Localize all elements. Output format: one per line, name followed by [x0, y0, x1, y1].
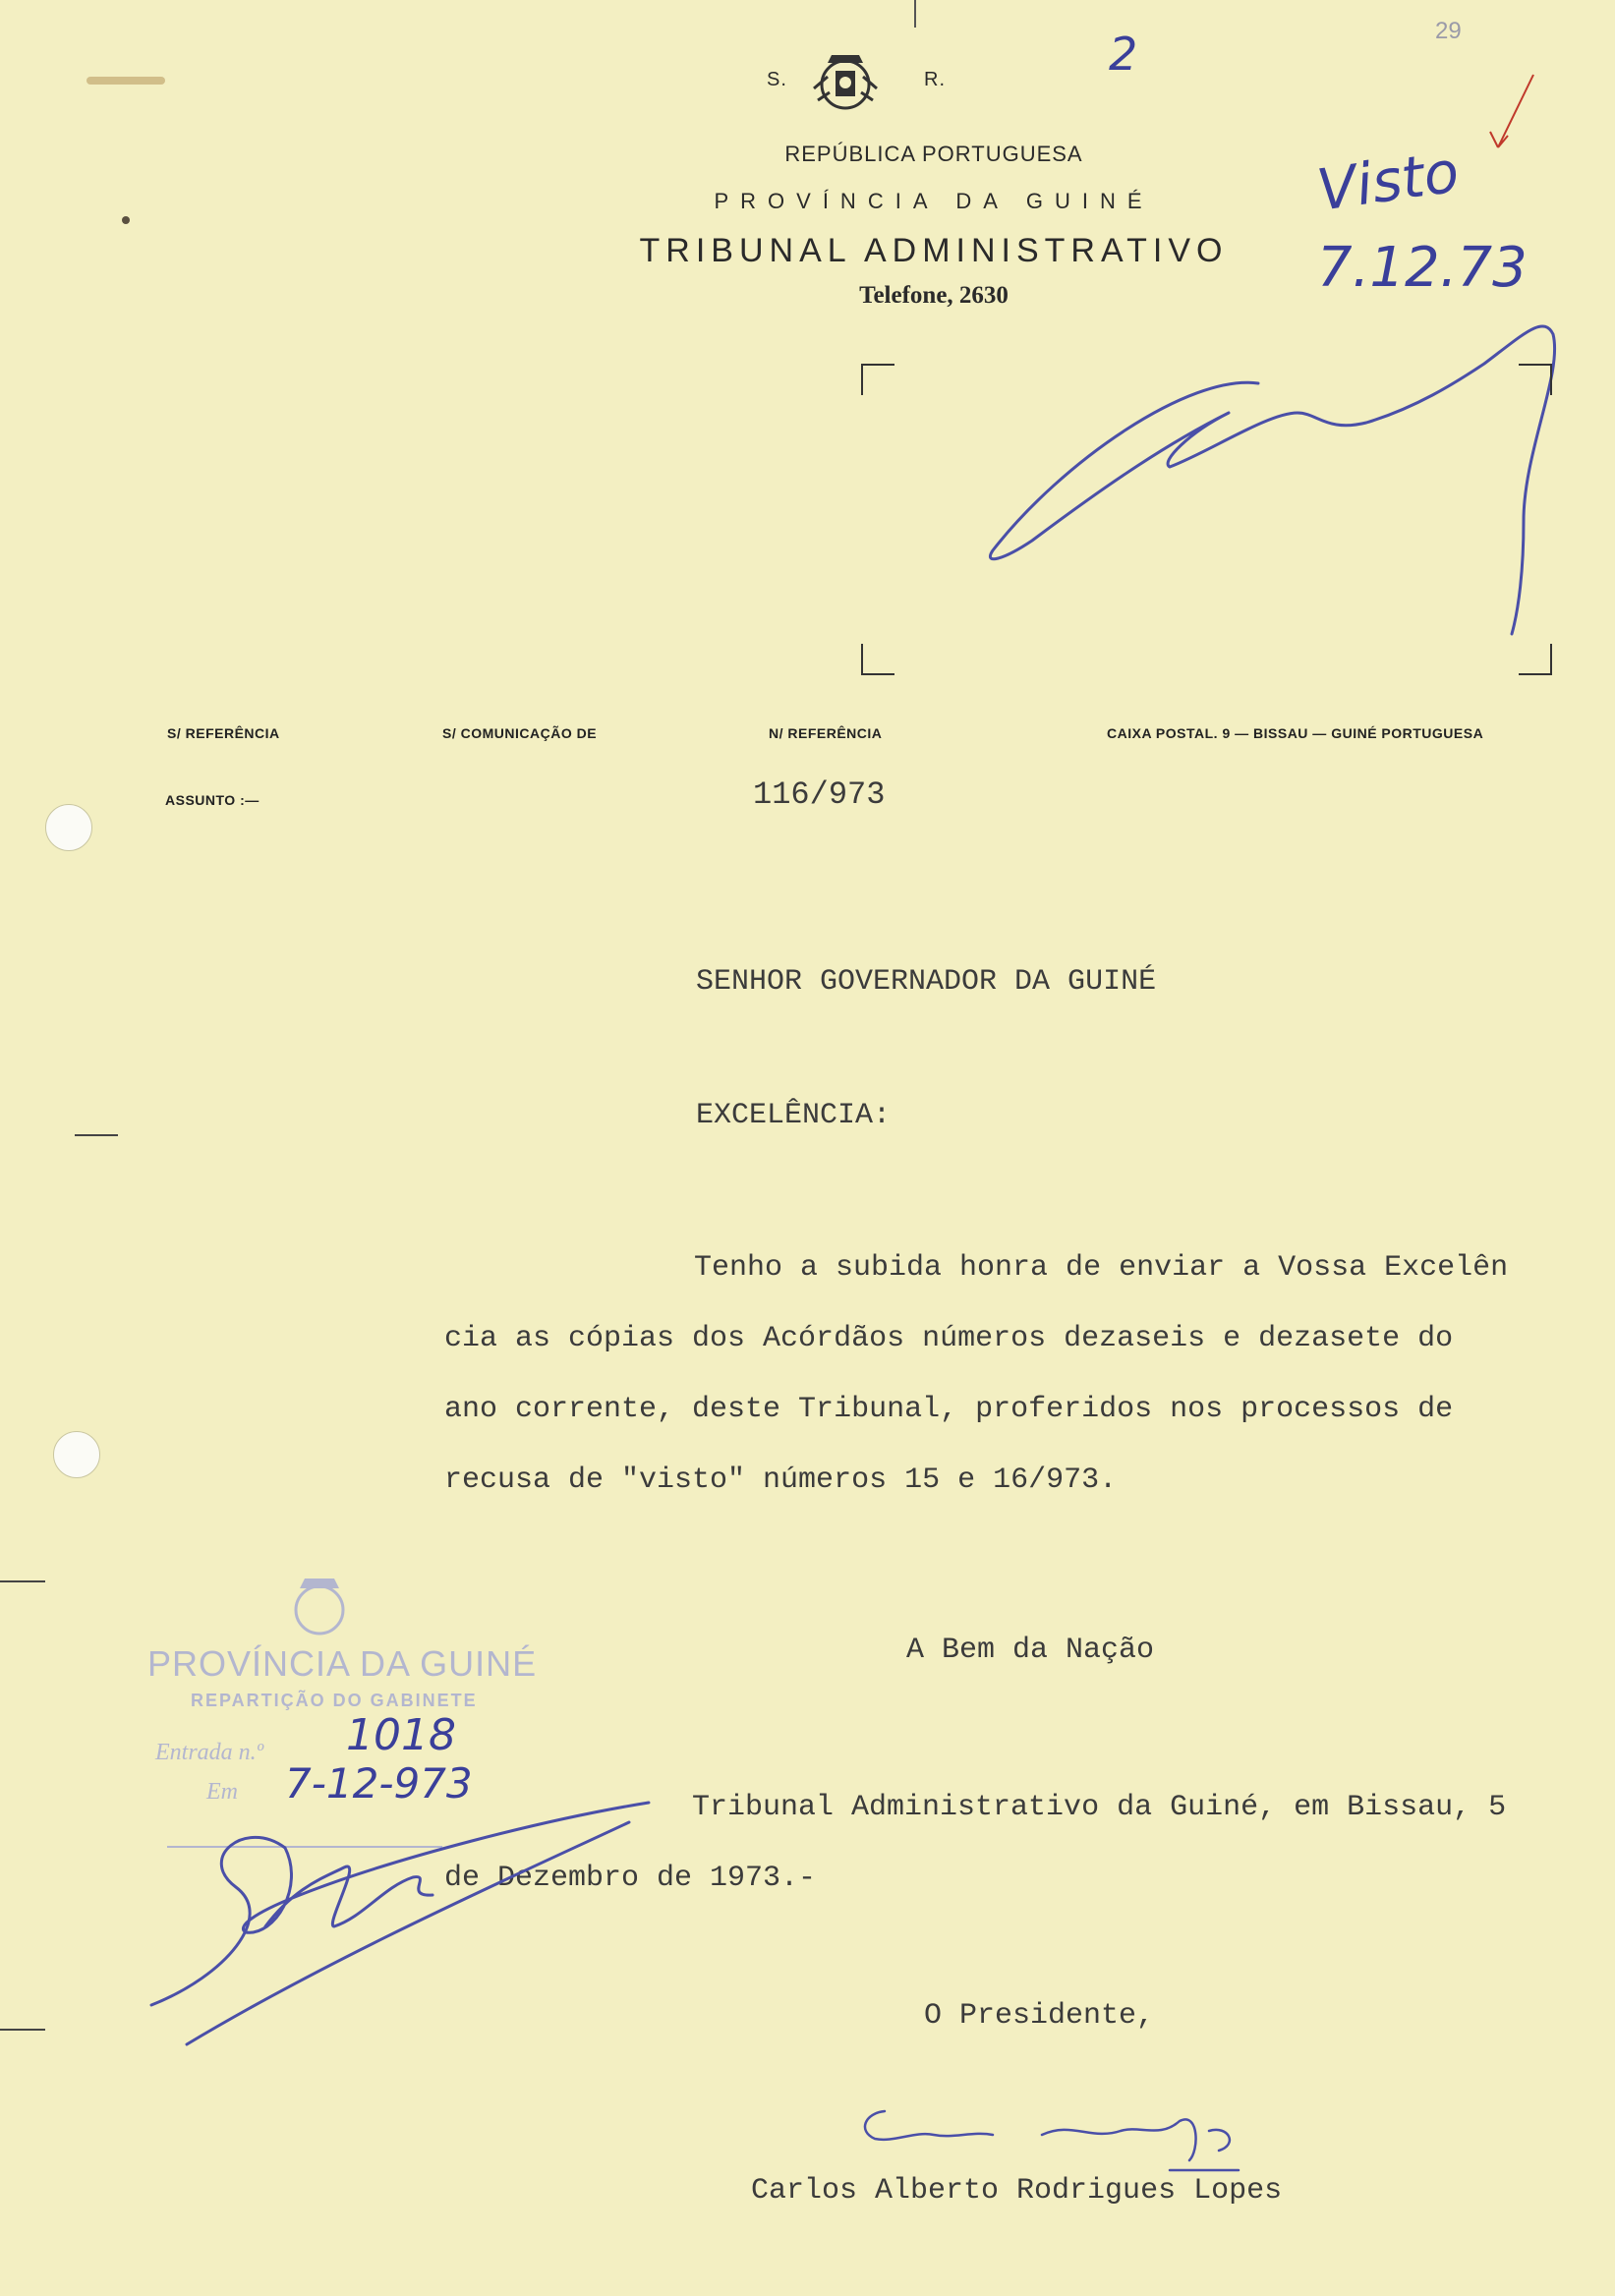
coat-of-arms-icon: [808, 49, 883, 118]
header-s-letter: S.: [767, 69, 787, 90]
president-signature: [845, 2092, 1278, 2180]
stamp-entry-number: 1018: [346, 1710, 456, 1760]
place-date-line2: de Dezembro de 1973.-: [444, 1862, 817, 1895]
punch-hole-lower: [53, 1431, 100, 1478]
label-caixa-postal: CAIXA POSTAL. 9 — BISSAU — GUINÉ PORTUGUESA: [1107, 725, 1484, 741]
stamp-line2: REPARTIÇÃO DO GABINETE: [191, 1691, 478, 1710]
letter-salutation: EXCELÊNCIA:: [696, 1099, 892, 1132]
president-title: O Presidente,: [924, 1999, 1155, 2033]
body-line: recusa de "visto" números 15 e 16/973.: [444, 1464, 1118, 1497]
stain: [122, 216, 130, 224]
letter-closing: A Bem da Nação: [906, 1634, 1155, 1667]
bracket-bottom-left: [861, 644, 894, 675]
body-line: ano corrente, deste Tribunal, proferidos nos processos de: [444, 1393, 1454, 1426]
stamp-line1: PROVÍNCIA DA GUINÉ: [147, 1643, 538, 1684]
header-telephone: Telefone, 2630: [859, 282, 1009, 309]
body-line: Tenho a subida honra de enviar a Vossa Excelên: [694, 1251, 1509, 1285]
header-tribunal: TRIBUNAL ADMINISTRATIVO: [639, 232, 1229, 269]
bracket-top-left: [861, 364, 894, 395]
bracket-top-right: [1519, 364, 1552, 395]
label-assunto: ASSUNTO :—: [165, 792, 260, 808]
fold-mark: [0, 1580, 45, 1582]
stamp-crest-icon: [275, 1573, 364, 1641]
header-r-letter: R.: [924, 69, 946, 90]
place-date-line1: Tribunal Administrativo da Guiné, em Bissau, 5: [692, 1791, 1507, 1824]
reference-number: 116/973: [753, 776, 886, 813]
bracket-bottom-right: [1519, 644, 1552, 675]
stamp-entrada-label: Entrada n.º: [155, 1740, 264, 1765]
handwritten-visto-date: 7.12.73: [1317, 236, 1528, 300]
header-republic: REPÚBLICA PORTUGUESA: [784, 142, 1083, 166]
top-tick: [914, 0, 916, 28]
fold-mark: [75, 1134, 118, 1136]
fold-mark: [0, 2029, 45, 2031]
red-check-mark: [1484, 69, 1543, 157]
header-province: PROVÍNCIA DA GUINÉ: [714, 189, 1154, 213]
handwritten-visto: Visto: [1312, 138, 1464, 224]
handwritten-page-number: 2: [1109, 28, 1138, 81]
letter-body: [444, 1233, 1585, 1516]
corner-number: 29: [1435, 18, 1462, 44]
label-n-referencia: N/ REFERÊNCIA: [769, 725, 883, 741]
label-s-comunicacao: S/ COMUNICAÇÃO DE: [442, 725, 598, 741]
label-s-referencia: S/ REFERÊNCIA: [167, 725, 280, 741]
stain: [87, 77, 165, 85]
stamp-entry-date: 7-12-973: [285, 1759, 473, 1808]
letter-addressee: SENHOR GOVERNADOR DA GUINÉ: [696, 965, 1157, 999]
signature-lower-left: [138, 1779, 688, 2054]
president-name: Carlos Alberto Rodrigues Lopes: [751, 2174, 1283, 2208]
stamp-em-label: Em: [206, 1779, 238, 1805]
body-line: cia as cópias dos Acórdãos números dezaseis e dezasete do: [444, 1322, 1454, 1355]
signature-large: [973, 295, 1583, 649]
punch-hole-upper: [45, 804, 92, 851]
